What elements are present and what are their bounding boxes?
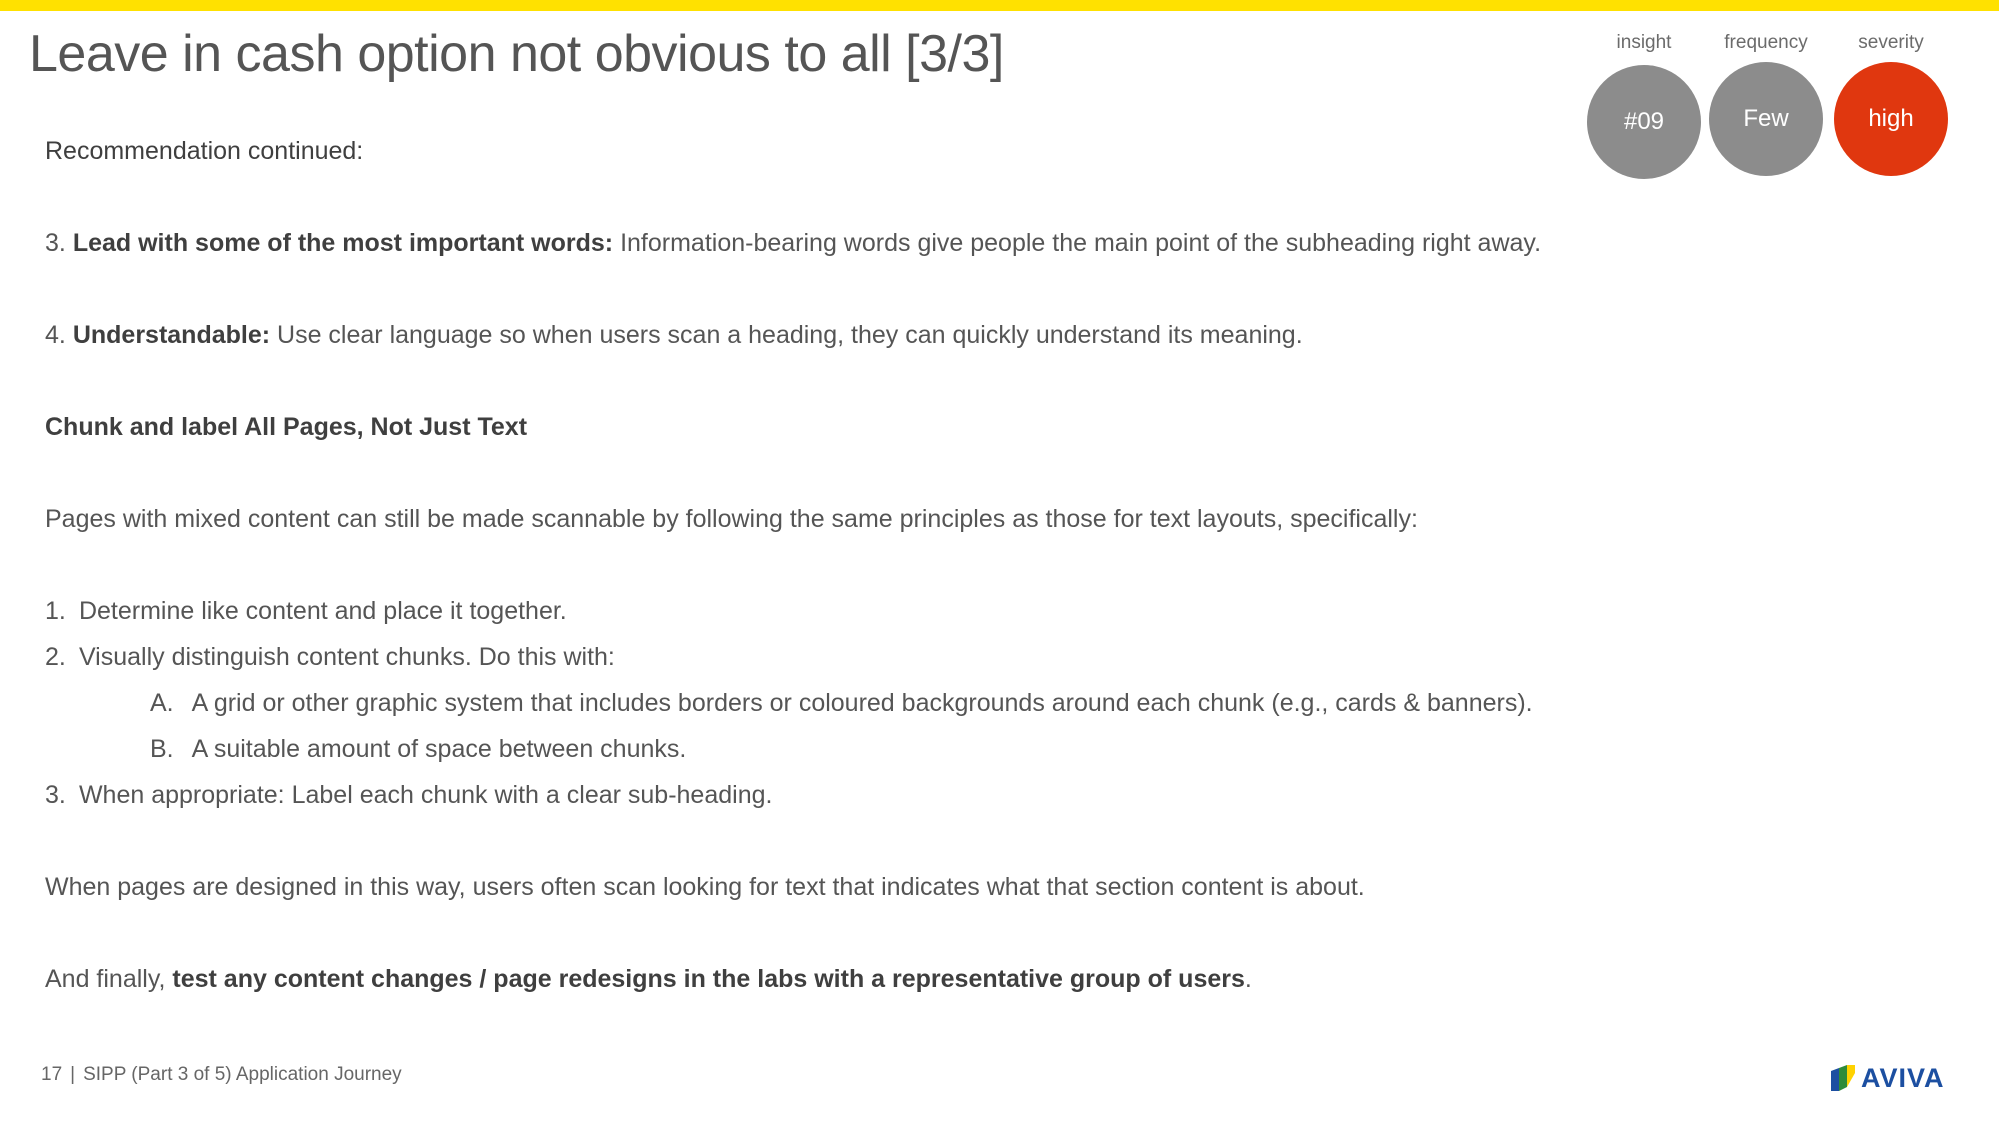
logo-wordmark: AVIVA: [1861, 1062, 1945, 1093]
final-paragraph: [45, 956, 1605, 1002]
list-text: When appropriate: Label each chunk with a clear sub-heading.: [78, 781, 773, 809]
footer-text: SIPP (Part 3 of 5) Application Journey: [83, 1064, 402, 1085]
closing-paragraph: When pages are designed in this way, users often scan looking for text that indicates what that section content is about.: [45, 873, 1365, 901]
item-number: 3.: [45, 229, 66, 257]
final-prefix: And finally,: [45, 965, 166, 993]
item-bold-lead: Understandable:: [72, 321, 271, 349]
recommendation-item-3: [45, 220, 1605, 266]
frequency-badge: [1709, 62, 1823, 176]
final-bold: test any content changes / page redesigns in the labs with a representative group of users: [172, 965, 1245, 993]
frequency-label: frequency: [1724, 32, 1808, 53]
list-marker: 1.: [45, 597, 66, 625]
frequency-value: Few: [1743, 105, 1789, 132]
severity-badge: [1834, 62, 1948, 176]
sub-list-item: [45, 726, 1605, 772]
page-number: 17: [41, 1064, 63, 1085]
list-item: [45, 588, 1605, 634]
list-marker: A.: [150, 689, 174, 717]
section-heading: Chunk and label All Pages, Not Just Text: [45, 413, 528, 441]
list-text: A grid or other graphic system that includes borders or coloured backgrounds around each chunk (e.g., cards & banners).: [191, 689, 1533, 717]
list-item: [45, 772, 1605, 818]
page-title: Leave in cash option not obvious to all [3/3]: [29, 25, 1004, 83]
item-text: Use clear language so when users scan a heading, they can quickly understand its meaning.: [277, 321, 1303, 349]
item-bold-lead: Lead with some of the most important words:: [72, 229, 614, 257]
accent-bar: [0, 0, 1999, 11]
list-marker: 2.: [45, 643, 66, 671]
list-text: A suitable amount of space between chunks.: [191, 735, 687, 763]
section-paragraph: Pages with mixed content can still be made scannable by following the same principles as those for text layouts, specifically:: [45, 505, 1418, 533]
list-marker: 3.: [45, 781, 66, 809]
recommendation-item-4: [45, 312, 1605, 358]
intro-text: Recommendation continued:: [45, 137, 364, 165]
list-text: Visually distinguish content chunks. Do this with:: [78, 643, 615, 671]
final-suffix: .: [1244, 965, 1252, 993]
footer-separator: |: [70, 1064, 76, 1085]
sub-list-item: [45, 680, 1605, 726]
list-marker: B.: [150, 735, 174, 763]
item-text: Information-bearing words give people the main point of the subheading right away.: [620, 229, 1542, 257]
aviva-logo-mark-icon: [1831, 1065, 1855, 1091]
aviva-logo: [1831, 1063, 1945, 1093]
footer: [41, 1064, 402, 1086]
list-text: Determine like content and place it together.: [78, 597, 567, 625]
severity-value: high: [1868, 105, 1914, 132]
severity-label: severity: [1858, 32, 1924, 53]
slide-body: [45, 128, 1605, 1002]
frequency-indicator: [1708, 30, 1824, 176]
severity-indicator: [1833, 30, 1949, 176]
insight-label: insight: [1616, 32, 1672, 53]
list-item: [45, 634, 1605, 680]
item-number: 4.: [45, 321, 66, 349]
insight-value: #09: [1623, 108, 1665, 135]
